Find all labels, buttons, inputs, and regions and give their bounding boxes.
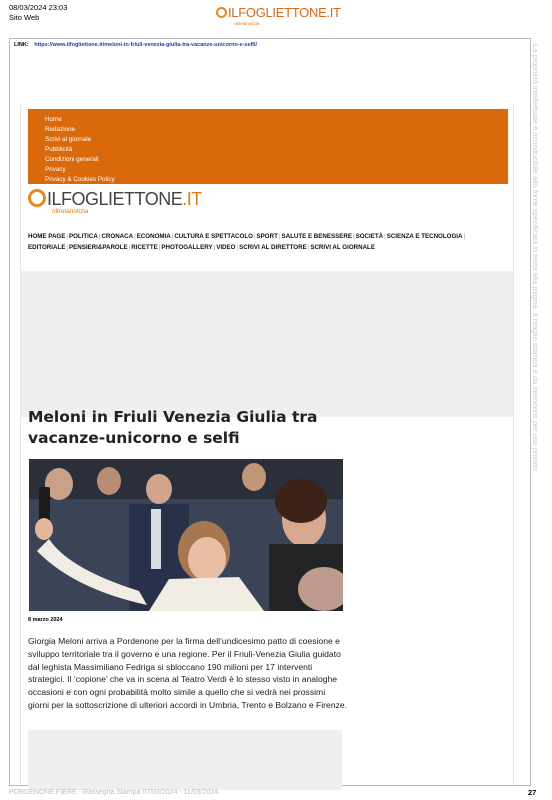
header-logo-tagline: oltrelanotizia [234, 21, 260, 26]
article-body: Giorgia Meloni arriva a Pordenone per la firma dell’undicesimo patto di coesione e sviluppo territoriale tra il governo e una regione. Per il Friuli-Venezia Giulia guidato dal leghista Massimiliano Fedriga si sbloccano 190 milioni per 17 interventi strategici. Il ‘copione’ che va in scena al Teatro Verdi è lo stesso visto in analoghe occasioni e con ogni probabilità molto simile a quello che si vedrà nei prossimi giorni per la sottoscrizione di ulteriori accordi in Umbria, Trento e Bolzano e Firenze. [28, 636, 348, 710]
selfie-crowd-image [29, 459, 343, 611]
menu-item-societa[interactable]: SOCIETÀ [355, 233, 384, 240]
menu-item-salute[interactable]: SALUTE E BENESSERE [281, 233, 352, 240]
footer-source: PORDENONE FIERE - Rassegna Stampa 07/03/2024 - 11/03/2024 [9, 789, 219, 796]
menu-item-editoriale[interactable]: EDITORIALE [28, 243, 66, 251]
article-title: Meloni in Friuli Venezia Giulia tra vacanze-unicorno e selfi [28, 408, 318, 447]
clip-datetime: 08/03/2024 23:03 [9, 3, 68, 12]
article-photo [29, 459, 343, 611]
top-nav-condizioni[interactable]: Condizioni generali [45, 156, 99, 163]
top-nav-bar [28, 109, 508, 184]
menu-item-sport[interactable]: SPORT [256, 233, 278, 240]
clip-source-type: Sito Web [9, 12, 40, 22]
menu-item-home[interactable]: HOME PAGE [28, 233, 66, 240]
logo-ring-icon [28, 189, 46, 207]
header-logo [216, 5, 341, 26]
link-line [14, 42, 257, 48]
top-nav-scrivi[interactable]: Scrivi al giornale [45, 136, 92, 143]
site-logo-tagline: oltrelanotizia [52, 208, 89, 215]
link-label: LINK: [14, 42, 29, 48]
menu-item-economia[interactable]: ECONOMIA [136, 233, 171, 240]
menu-item-scrivi-giornale[interactable]: SCRIVI AL GIORNALE [310, 243, 375, 251]
menu-item-ricette[interactable]: RICETTE [131, 243, 158, 251]
site-logo-ext: .IT [182, 189, 202, 209]
top-nav-cookies[interactable]: Privacy & Cookies Policy [45, 176, 115, 183]
top-nav-home[interactable]: Home [45, 116, 62, 123]
article-date: 8 marzo 2024 [28, 617, 63, 623]
menu-item-politica[interactable]: POLITICA [68, 233, 98, 240]
site-logo-main: ILFOGLIETTONE [47, 189, 183, 209]
menu-item-scienza[interactable]: SCIENZA E TECNOLOGIA [386, 233, 463, 240]
menu-item-photogallery[interactable]: PHOTOGALLERY [161, 243, 213, 251]
ad-placeholder-bottom [28, 730, 342, 790]
menu-item-scrivi-direttore[interactable]: SCRIVI AL DIRETTORE [239, 243, 307, 251]
category-menu: HOME PAGE|POLITICA|CRONACA|ECONOMIA|CULTURA E SPETTACOLO|SPORT|SALUTE E BENESSERE|SOCIETÀ|SCIENZA E TECNOLOGIA| EDITORIALE|PENSIERI&PAROLE|RICETTE|PHOTOGALLERY|VIDEO|SCRIVI AL DIRETTORE|SCRIVI AL GIORNALE [28, 233, 466, 251]
clipping-header [9, 3, 67, 22]
header-logo-text: ILFOGLIETTONE.IT [228, 5, 341, 20]
logo-ring-icon [216, 7, 227, 18]
menu-item-cultura[interactable]: CULTURA E SPETTACOLO [174, 233, 253, 240]
site-logo[interactable] [28, 189, 202, 215]
side-copyright-note [532, 44, 548, 684]
top-nav-privacy[interactable]: Privacy [45, 166, 66, 173]
side-note-text: La proprietà intellettuale è riconducibile alla fonte specificata in testa alla pagina. Il ritaglio stampa è da intendersi per uso privato [531, 44, 540, 471]
top-nav-pubblicita[interactable]: Pubblicità [45, 146, 73, 153]
menu-item-pensieri[interactable]: PENSIERI&PAROLE [68, 243, 128, 251]
article-url-link[interactable]: https://www.ilfogliettone.it/meloni-in-friuli-venezia-giulia-tra-vacanze-unicorno-e-selfi/ [34, 42, 258, 48]
menu-item-video[interactable]: VIDEO [216, 243, 236, 251]
ad-placeholder-top [21, 271, 513, 417]
top-nav-redazione[interactable]: Redazione [45, 126, 76, 133]
footer-page-number: 27 [528, 788, 537, 797]
webpage-capture [20, 105, 514, 785]
menu-item-cronaca[interactable]: CRONACA [101, 233, 134, 240]
